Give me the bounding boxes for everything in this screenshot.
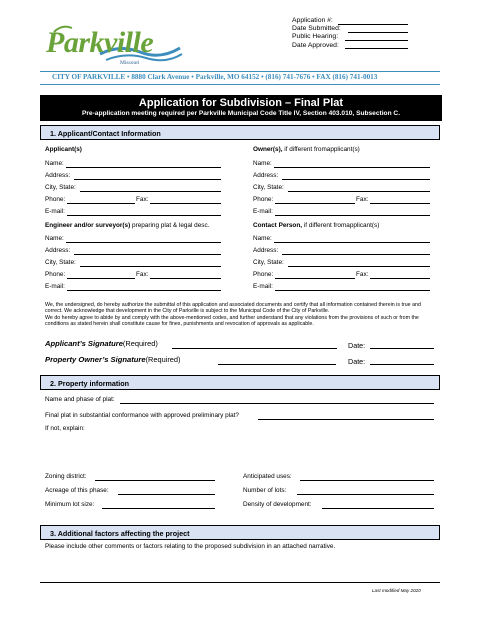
owner-fax-label: Fax: [356,196,369,203]
contact-fax-field[interactable] [370,278,430,279]
owner-city-field[interactable] [288,191,430,192]
contact-heading-note: if different fromapplicant(s) [302,222,380,229]
engineer-heading-label: Engineer and/or surveyor(s) [45,222,131,229]
applicant-address-field[interactable] [74,179,221,180]
contact-phone-label: Phone: [253,271,274,278]
engineer-heading [45,222,209,229]
engineer-email-field[interactable] [67,290,221,291]
contact-city-label: City, State: [253,259,284,266]
acreage-field[interactable] [118,494,215,495]
applicant-email-label: E-mail: [45,208,65,215]
narrative-instructions: Please include other comments or factors relating to the proposed subdivision in an attached narrative. [45,543,336,550]
applicant-name-label: Name: [45,160,64,167]
applicant-email-field[interactable] [67,215,221,216]
owner-signature-label [45,355,181,364]
section-applicant-header [40,125,440,140]
min-lot-label: Minimum lot size: [45,501,95,508]
conformance-label: Final plat in substantial conformance with approved preliminary plat? [45,412,239,419]
logo-text: Parkville [46,26,154,59]
applicant-name-field[interactable] [66,167,221,168]
engineer-city-field[interactable] [80,266,221,267]
contact-address-field[interactable] [282,254,430,255]
zoning-label: Zoning district: [45,473,87,480]
section-title: 2. Property information [50,378,130,388]
applicant-signature-required: (Required) [122,339,158,348]
if-not-explain-label: If not, explain: [45,425,85,432]
applicant-fax-label: Fax: [136,196,149,203]
header-rule-bottom [40,84,440,85]
date-approved-label: Date Approved: [292,41,339,49]
city-contact-line: CITY OF PARKVILLE • 8880 Clark Avenue • Parkville, MO 64152 • (816) 741-7676 • FAX (816) 741-0013 [52,73,378,81]
application-number-label: Application #: [292,17,333,24]
owner-heading [253,146,360,153]
applicant-address-label: Address: [45,172,71,179]
engineer-fax-field[interactable] [150,278,221,279]
authorization-paragraph-1: We, the undersigned, do hereby authorize the submittal of this application and associated documents and certify that all information contained therein is true and correct. We acknowledge that development in the City of Parkville is subject to the Municipal Code of the City of Parkville. [45,302,421,315]
lots-label: Number of lots: [243,487,287,494]
applicant-heading: Applicant(s) [45,146,82,153]
owner-city-label: City, State: [253,184,284,191]
applicant-city-label: City, State: [45,184,76,191]
owner-date-line[interactable] [370,364,434,365]
name-phase-field[interactable] [120,403,434,404]
engineer-phone-field[interactable] [67,278,135,279]
engineer-heading-note: preparing plat & legal desc. [130,222,210,229]
title-bar [40,95,442,121]
contact-email-field[interactable] [275,290,430,291]
owner-signature-text: Property Owner’s Signature [45,355,146,364]
last-modified: Last modified May 2020 [372,588,421,593]
section-additional-header [40,525,440,540]
owner-fax-field[interactable] [370,203,430,204]
engineer-address-field[interactable] [74,254,221,255]
engineer-email-label: E-mail: [45,283,65,290]
applicant-signature-line[interactable] [172,348,337,349]
zoning-field[interactable] [95,480,215,481]
date-submitted-line[interactable] [348,32,408,33]
uses-label: Anticipated uses: [243,473,292,480]
section-title: 3. Additional factors affecting the project [50,528,190,538]
narrative-line[interactable] [40,582,440,583]
owner-signature-required: (Required) [145,355,181,364]
page-title: Application for Subdivision – Final Plat [138,97,344,109]
header-rule-top [40,71,440,72]
public-hearing-line[interactable] [345,40,408,41]
density-label: Density of development: [243,501,312,508]
contact-heading [253,222,379,229]
owner-name-label: Name: [253,160,272,167]
owner-email-field[interactable] [275,215,430,216]
owner-phone-label: Phone: [253,196,274,203]
density-field[interactable] [322,508,434,509]
uses-field[interactable] [300,480,434,481]
engineer-name-field[interactable] [66,242,221,243]
engineer-city-label: City, State: [45,259,76,266]
owner-address-label: Address: [253,172,279,179]
owner-date-label: Date: [348,357,366,366]
applicant-date-line[interactable] [370,348,434,349]
min-lot-field[interactable] [102,508,215,509]
owner-heading-label: Owner(s), [253,146,283,153]
city-logo [40,20,190,70]
owner-address-field[interactable] [282,179,430,180]
owner-name-field[interactable] [274,167,430,168]
applicant-city-field[interactable] [80,191,221,192]
contact-heading-label: Contact Person, [253,222,303,229]
owner-signature-line[interactable] [218,364,336,365]
section-title: 1. Applicant/Contact Information [50,128,161,138]
applicant-signature-label [45,339,158,348]
page-subtitle: Pre-application meeting required per Parkville Municipal Code Title IV, Section 403.010, Subsection C. [81,110,401,117]
contact-city-field[interactable] [288,266,430,267]
applicant-phone-label: Phone: [45,196,66,203]
engineer-phone-label: Phone: [45,271,66,278]
applicant-fax-field[interactable] [150,203,221,204]
contact-email-label: E-mail: [253,283,273,290]
contact-phone-field[interactable] [275,278,355,279]
authorization-paragraph-2: We do hereby agree to abide by and comply with the above-mentioned codes, and further understand that any violations from the provisions of such or from the conditions as stated herein shall constitute cause for fines, punishments and revocation of approvals as applicable. [45,314,419,328]
owner-email-label: E-mail: [253,208,273,215]
section-property-header [40,375,440,390]
engineer-address-label: Address: [45,247,71,254]
contact-name-field[interactable] [274,242,430,243]
applicant-signature-text: Applicant’s Signature [45,339,123,348]
date-submitted-label: Date Submitted: [292,25,341,33]
owner-heading-note: if different fromapplicant(s) [282,146,360,153]
engineer-name-label: Name: [45,235,64,242]
lots-field[interactable] [297,494,434,495]
applicant-date-label: Date: [348,341,366,350]
engineer-fax-label: Fax: [136,271,149,278]
public-hearing-label: Public Hearing: [292,33,339,41]
applicant-phone-field[interactable] [67,203,135,204]
logo-subtext: Missouri [120,60,140,66]
contact-fax-label: Fax: [356,271,369,278]
office-use-fields [292,17,408,50]
contact-address-label: Address: [253,247,279,254]
name-phase-label: Name and phase of plat: [45,396,115,403]
owner-phone-field[interactable] [275,203,355,204]
date-approved-line[interactable] [345,48,408,49]
conformance-field[interactable] [258,419,434,420]
application-number-line[interactable] [338,24,408,25]
acreage-label: Acreage of this phase: [45,487,109,494]
authorization-text [45,302,440,328]
contact-name-label: Name: [253,235,272,242]
